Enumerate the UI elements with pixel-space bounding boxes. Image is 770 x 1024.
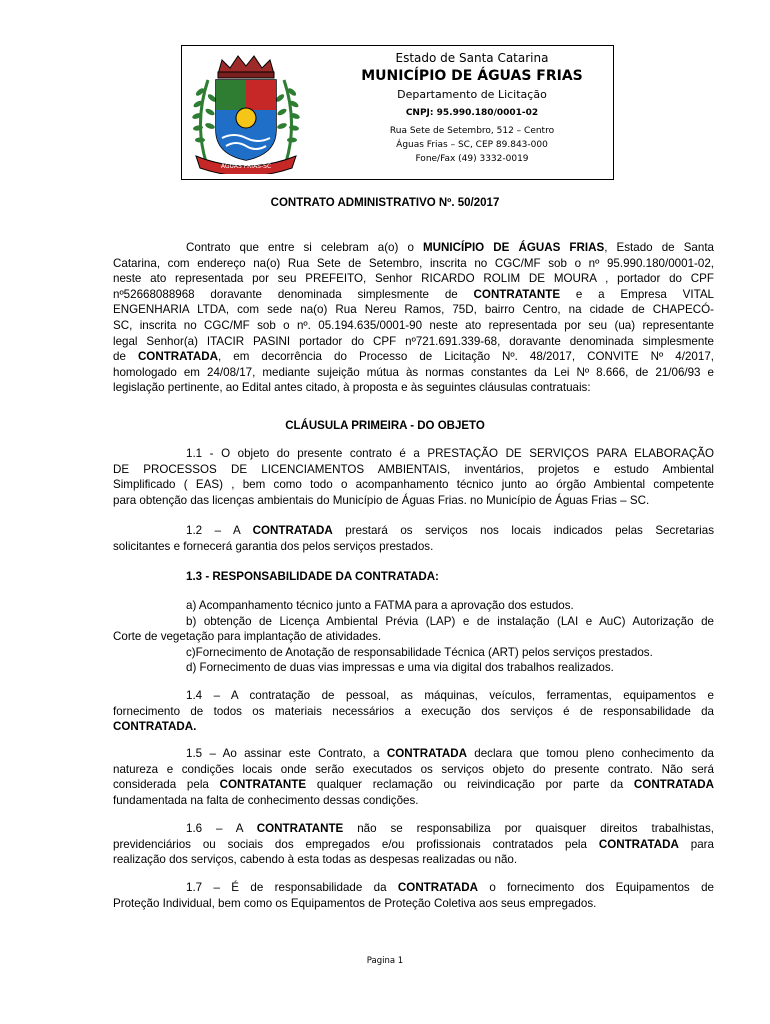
- municipality-name: MUNICÍPIO DE ÁGUAS FRIAS: [361, 68, 583, 84]
- clause-1-6: 1.6 – A CONTRATANTE não se responsabiliza por quaisquer direitos trabalhistas, previdenciários ou sociais dos empregados e/ou profissionais contratados pela CONTRATADA para realização dos serviços, cabendo à esta todas as despesas realizadas ou não.: [113, 822, 714, 867]
- item-b: b) obtenção de Licença Ambiental Prévia (LAP) e de instalação (LAI e AuC) Autorização de: [186, 614, 714, 628]
- address-line-1: Rua Sete de Setembro, 512 – Centro: [389, 126, 555, 136]
- cnpj: CNPJ: 95.990.180/0001-02: [405, 108, 539, 118]
- crest-ribbon-text: ÁGUAS FRIAS-SC: [220, 163, 272, 170]
- phone-fax: Fone/Fax (49) 3332-0019: [415, 154, 529, 164]
- item-d: d) Fornecimento de duas vias impressas e uma via digital dos trabalhos realizados.: [186, 661, 614, 675]
- item-c: c)Fornecimento de Anotação de responsabilidade Técnica (ART) pelos serviços prestados.: [186, 645, 653, 659]
- clause-1-title: CLÁUSULA PRIMEIRA - DO OBJETO: [285, 420, 485, 432]
- clause-1-1: 1.1 - O objeto do presente contrato é a PRESTAÇÃO DE SERVIÇOS PARA ELABORAÇÃO DE PROCESSOS DE LICENCIAMENTOS AMBIENTAIS, inventários, projetos e estudo Ambiental Simplificado ( EAS) , bem como todo o acompanhamento técnico junto ao órgão Ambiental competente para obtenção das licenças ambientais do Município de Águas Frias. no Município de Águas Frias – SC.: [113, 447, 714, 507]
- item-a: a) Acompanhamento técnico junto a FATMA para a aprovação dos estudos.: [186, 599, 574, 612]
- intro-paragraph: Contrato que entre si celebram a(o) o MUNICÍPIO DE ÁGUAS FRIAS, Estado de Santa Catarina, com endereço na(o) Rua Sete de Setembro, inscrita no CGC/MF sob o nº 95.990.180/0001-02, neste ato representada por seu PREFEITO, Senhor RICARDO ROLIM DE MOURA , portador do CPF nº52668088968 doravante denominada simplesmente de CONTRATANTE e a Empresa VITAL ENGENHARIA LTDA, com sede na(o) Rua Nereu Ramos, 75D, bairro Centro, na cidade de CHAPECÓ- SC, inscrita no CGC/MF sob o nº. 05.194.635/0001-90 neste ato representada por seu (ua) representante legal Senhor(a) ITACIR PASINI portador do CPF nº721.691.339-68, doravante denominada simplesmente de CONTRATADA, em decorrência do Processo de Licitação Nº. 48/2017, CONVITE Nº 4/2017, homologado em 24/08/17, mediante sujeição mútua às normas constantes da Lei Nº 8.666, de 21/06/93 e legislação pertinente, ao Edital antes citado, à proposta e às seguintes cláusulas contratuais:: [113, 241, 715, 395]
- municipality-bold: MUNICÍPIO DE ÁGUAS FRIAS: [423, 241, 605, 254]
- department-name: Departamento de Licitação: [397, 88, 547, 101]
- clause-1-2: 1.2 – A CONTRATADA prestará os serviços nos locais indicados pelas Secretarias solicitantes e fornecerá garantia dos pelos serviços prestados.: [113, 524, 714, 553]
- contract-title: CONTRATO ADMINISTRATIVO Nº. 50/2017: [270, 197, 500, 209]
- state-name: Estado de Santa Catarina: [395, 51, 549, 65]
- clause-1-5: 1.5 – Ao assinar este Contrato, a CONTRATADA declara que tomou pleno conhecimento da natureza e condições locais onde serão executados os serviços objeto do presente contrato. Não será considerada pela CONTRATANTE qualquer reclamação ou reivindicação por parte da CONTRATADA fundamentada na falta de conhecimento dessas condições.: [113, 747, 714, 807]
- clause-1-3-title: 1.3 - RESPONSABILIDADE DA CONTRATADA:: [186, 570, 439, 583]
- clause-1-3-items: a) Acompanhamento técnico junto a FATMA para a aprovação dos estudos. b) obtenção de Licença Ambiental Prévia (LAP) e de instalação (LAI e AuC) Autorização de Corte de vegetação para implantação de atividades. c)Fornecimento de Anotação de responsabilidade Técnica (ART) pelos serviços prestados. d) Fornecimento de duas vias impressas e uma via digital dos trabalhos realizados.: [113, 599, 714, 675]
- address-line-2: Águas Frias – SC, CEP 89.843-000: [396, 140, 548, 150]
- municipal-crest-icon: [186, 52, 306, 174]
- page-number: Pagina 1: [366, 956, 404, 966]
- clause-1-7: 1.7 – É de responsabilidade da CONTRATADA o fornecimento dos Equipamentos de Proteção Individual, bem como os Equipamentos de Proteção Coletiva aos seus empregados.: [113, 881, 714, 910]
- clause-1-4: 1.4 – A contratação de pessoal, as máquinas, veículos, ferramentas, equipamentos e fornecimento de todos os materiais necessários a execução dos serviços é de responsabilidade da CONTRATADA.: [113, 689, 714, 734]
- letterhead: [181, 45, 614, 180]
